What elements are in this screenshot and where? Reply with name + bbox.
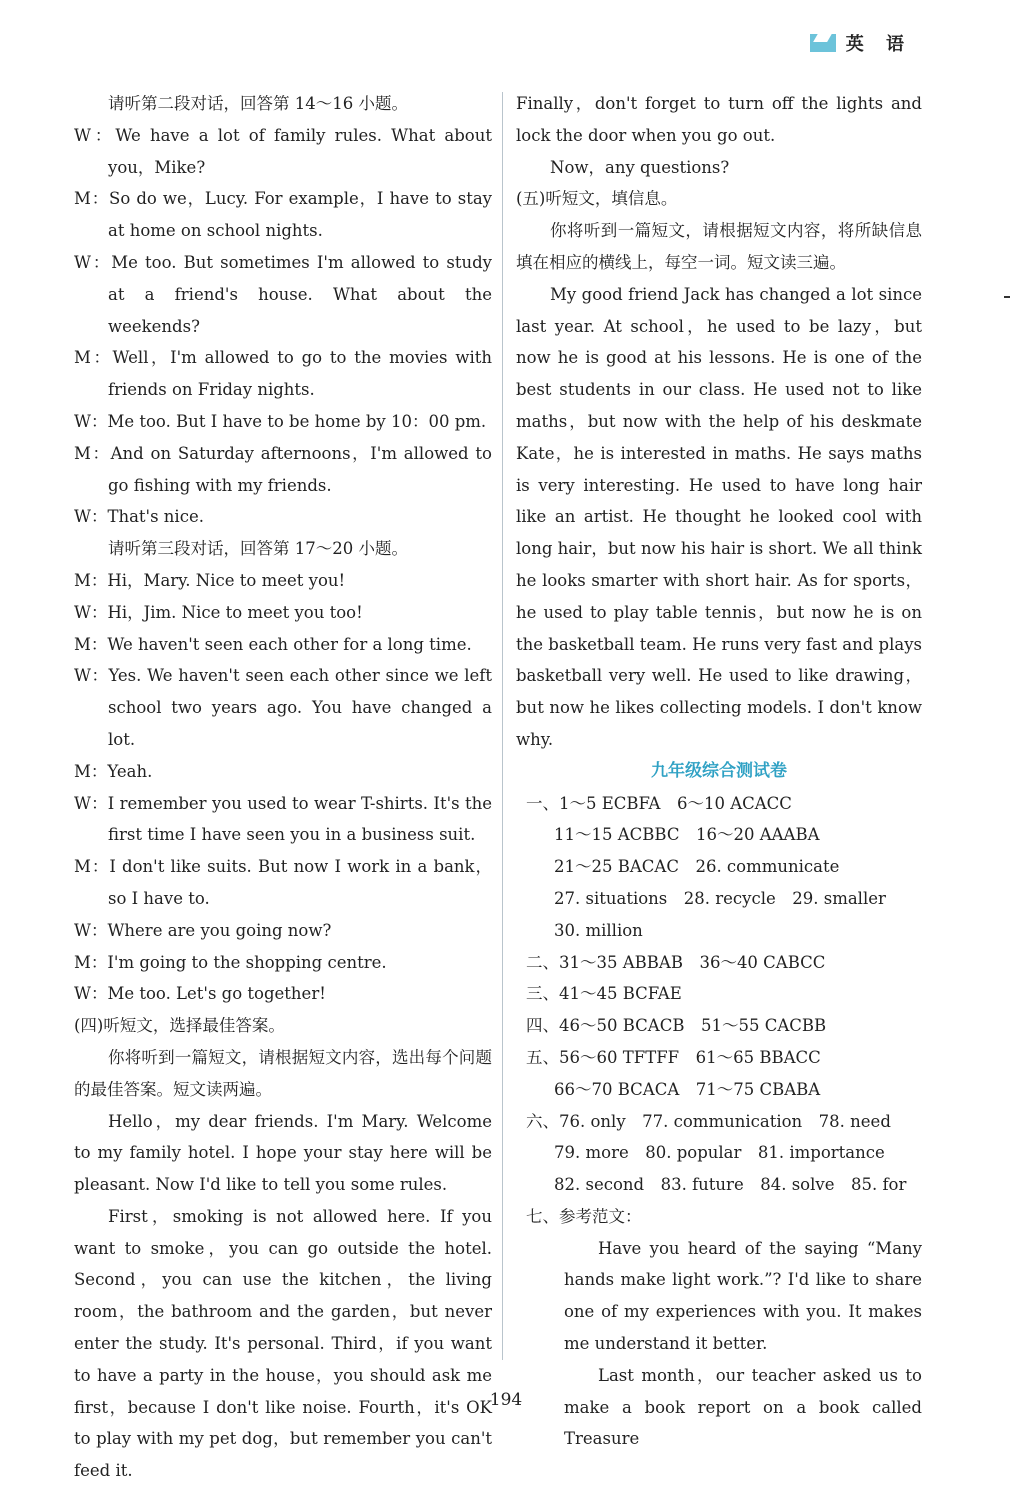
paragraph: W：Me too. But sometimes I'm allowed to study at a friend's house. What about the weekends? <box>74 252 492 336</box>
answer-line: 27. situations 28. recycle 29. smaller <box>554 888 886 908</box>
paragraph: M：Yeah. <box>74 761 153 781</box>
paragraph: W：Me too. Let's go together! <box>74 984 326 1004</box>
paragraph: My good friend Jack has changed a lot since last year. At school，he used to be lazy，but now he is good at his lessons. He is one of the best students in our class. He used not to like maths，but now with the help of his deskmate Kate，he is interested in maths. He says maths is very interesting. He used to have long hair like an artist. He thought he looked cool with long hair，but now his hair is short. We all think he looks smarter with short hair. As for sports，he used to play table tennis，but now he is on the basketball team. He runs very fast and plays basketball very well. He used to like drawing，but now he likes collecting models. I don't know why. <box>516 284 922 749</box>
reference-essay <box>516 1233 922 1456</box>
essay-paragraph: Have you heard of the saying “Many hands make light work.”? I'd like to share one of my experiences with you. It makes me understand it better. <box>564 1238 922 1354</box>
answer-line: 一、1～5 ECBFA 6～10 ACACC <box>526 793 792 813</box>
paragraph: First，smoking is not allowed here. If you want to smoke，you can go outside the hotel. Second，you can use the kitchen，the living room，the bathroom and the garden，but never enter the study. It's personal. Third，if you want to have a party in the house，you should ask me first，because I don't like noise. Fourth，it's OK to play with my pet dog，but remember you can't feed it. <box>74 1206 492 1481</box>
paragraph: M：I don't like suits. But now I work in a bank，so I have to. <box>74 857 492 908</box>
page-number: 194 <box>489 1390 523 1410</box>
answer-line: 82. second 83. future 84. solve 85. for <box>554 1175 907 1195</box>
answer-line: 七、参考范文： <box>526 1206 642 1226</box>
right-column-text <box>516 88 922 756</box>
answer-line: 六、76. only 77. communication 78. need <box>526 1111 891 1131</box>
paragraph: Now，any questions? <box>550 157 730 177</box>
page-header <box>810 30 912 56</box>
paragraph: 你将听到一篇短文，请根据短文内容，选出每个问题的最佳答案。短文读两遍。 <box>74 1047 492 1099</box>
paragraph: W：Me too. But I have to be home by 10：00 pm. <box>74 411 487 431</box>
right-column <box>516 88 922 1455</box>
answer-key-lines <box>516 788 922 1233</box>
paragraph: W：Hi，Jim. Nice to meet you too! <box>74 602 363 622</box>
paragraph: M：Well，I'm allowed to go to the movies with friends on Friday nights. <box>74 348 492 400</box>
answer-line: 30. million <box>554 920 643 940</box>
paragraph: (五)听短文，填信息。 <box>516 189 678 209</box>
essay-paragraph: Last month，our teacher asked us to make a book report on a book called Treasure <box>564 1365 922 1449</box>
paragraph: M：So do we，Lucy. For example，I have to stay at home on school nights. <box>74 189 492 241</box>
paragraph: Finally，don't forget to turn off the lights and lock the door when you go out. <box>516 94 922 145</box>
paragraph: Hello，my dear friends. I'm Mary. Welcome to my family hotel. I hope your stay here will be pleasant. Now I'd like to tell you some rules. <box>74 1111 492 1195</box>
column-divider <box>502 92 503 1360</box>
paragraph: W：I remember you used to wear T-shirts. It's the first time I have seen you in a business suit. <box>74 793 492 845</box>
paragraph: W：Yes. We haven't seen each other since we left school two years ago. You have changed a lot. <box>74 666 492 749</box>
book-logo-icon <box>810 32 836 54</box>
paragraph: 你将听到一篇短文，请根据短文内容，将所缺信息填在相应的横线上，每空一词。短文读三遍。 <box>516 221 922 272</box>
answer-line: 11～15 ACBBC 16～20 AAABA <box>554 825 820 845</box>
answer-line: 66～70 BCACA 71～75 CBABA <box>554 1079 821 1099</box>
answer-line: 二、31～35 ABBAB 36～40 CABCC <box>526 952 826 972</box>
edge-mark <box>1004 296 1010 298</box>
paragraph: W：That's nice. <box>74 507 204 527</box>
answer-key-title: 九年级综合测试卷 <box>651 760 787 781</box>
paragraph: W：We have a lot of family rules. What about you，Mike? <box>74 125 492 177</box>
paragraph: W：Where are you going now? <box>74 920 332 940</box>
answer-line: 79. more 80. popular 81. importance <box>554 1143 885 1163</box>
paragraph: M：Hi，Mary. Nice to meet you! <box>74 570 346 590</box>
paragraph: M：I'm going to the shopping centre. <box>74 952 387 972</box>
paragraph: M：And on Saturday afternoons，I'm allowed to go fishing with my friends. <box>74 443 492 495</box>
answer-line: 21～25 BACAC 26. communicate <box>554 857 840 877</box>
paragraph: 请听第三段对话，回答第 17～20 小题。 <box>108 539 408 559</box>
paragraph: 请听第二段对话，回答第 14～16 小题。 <box>108 94 408 113</box>
left-column <box>74 88 492 1487</box>
paragraph: M：We haven't seen each other for a long time. <box>74 634 472 654</box>
answer-line: 五、56～60 TFTFF 61～65 BBACC <box>526 1047 821 1067</box>
subject-title: 英 语 <box>845 34 912 55</box>
answer-line: 三、41～45 BCFAE <box>526 984 682 1004</box>
answer-line: 四、46～50 BCACB 51～55 CACBB <box>526 1016 827 1036</box>
paragraph: (四)听短文，选择最佳答案。 <box>74 1016 285 1036</box>
